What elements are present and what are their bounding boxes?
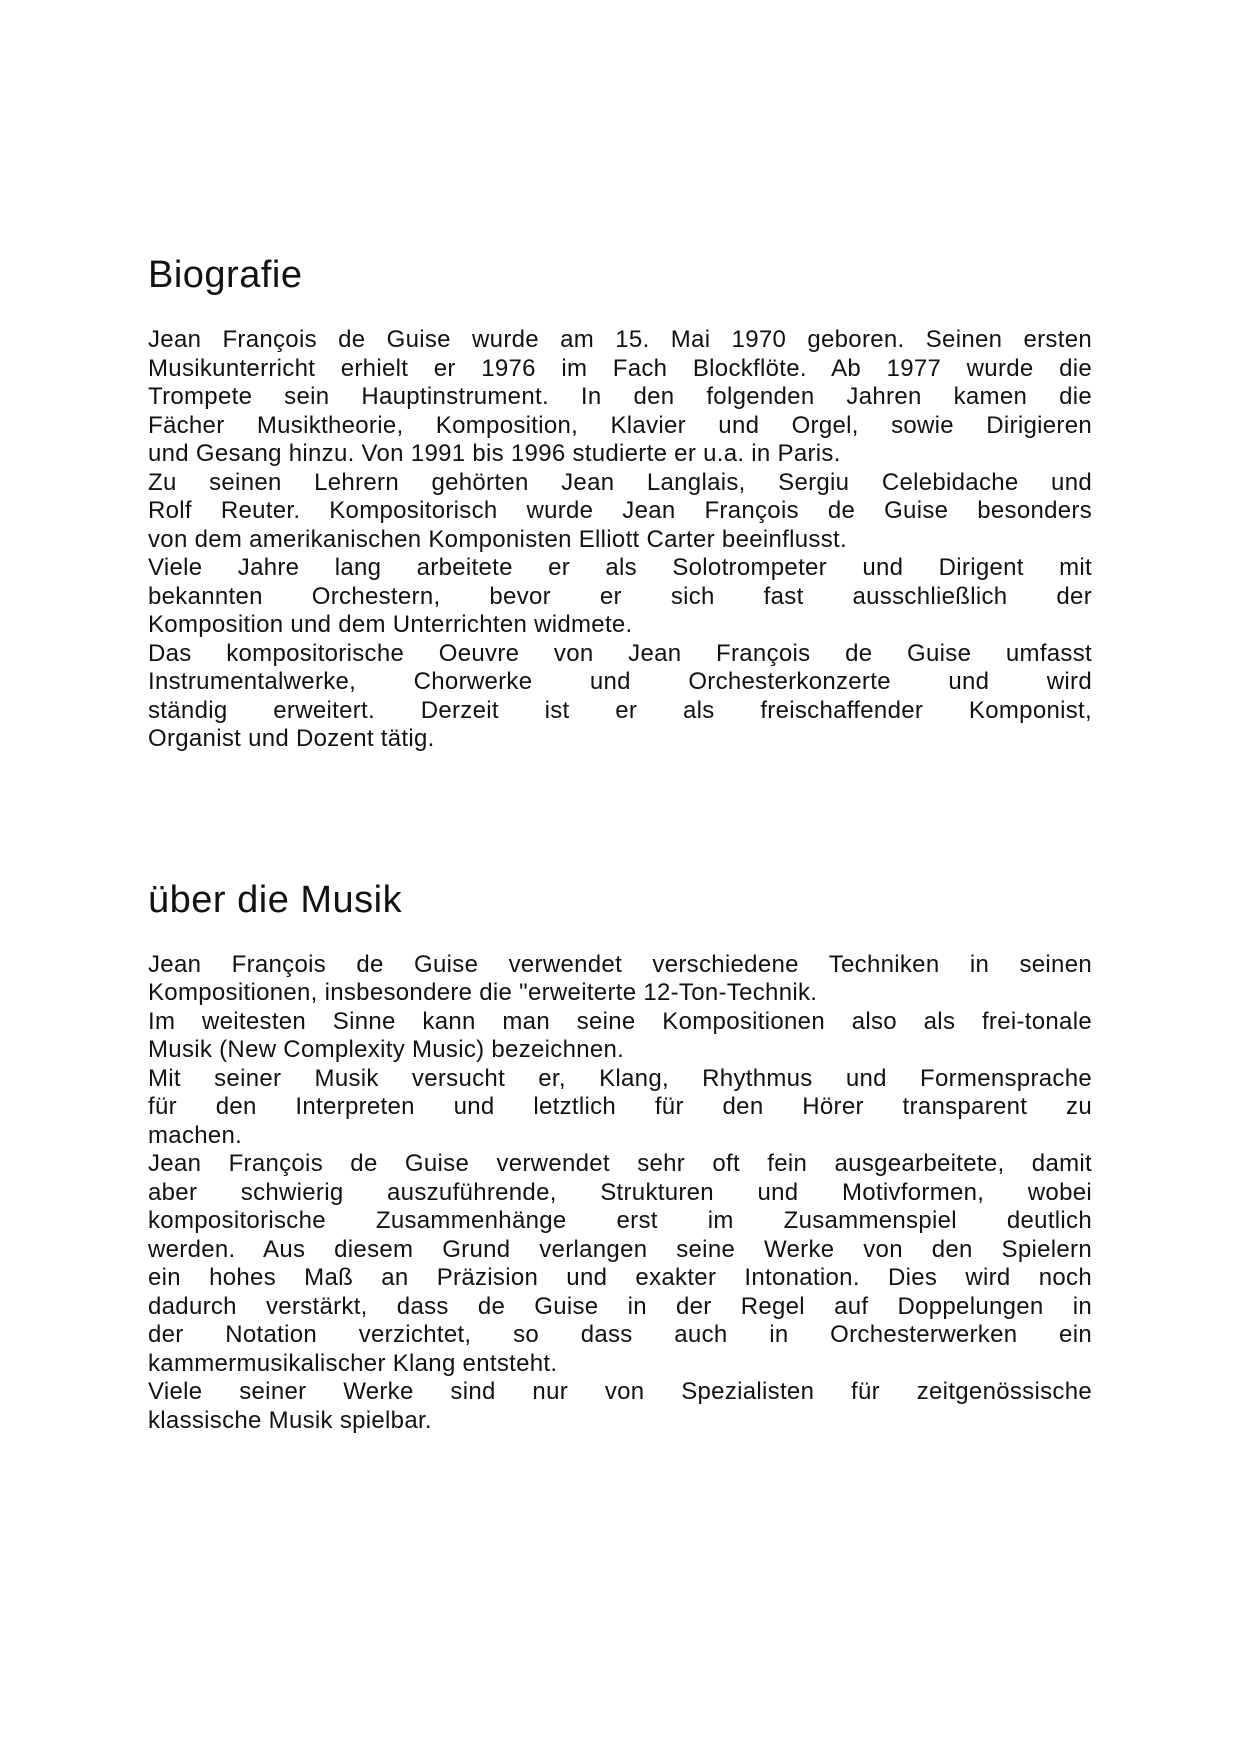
text-line: Trompete sein Hauptinstrument. In den folgenden Jahren kamen die xyxy=(148,383,1092,410)
section-heading-ueber-die-musik: über die Musik xyxy=(148,878,403,921)
text-line: Instrumentalwerke, Chorwerke und Orchesterkonzerte und wird xyxy=(148,668,1092,695)
text-line: kammermusikalischer Klang entsteht. xyxy=(148,1349,558,1377)
text-line: der Notation verzichtet, so dass auch in Orchesterwerken ein xyxy=(148,1321,1092,1348)
text-line: und Gesang hinzu. Von 1991 bis 1996 studierte er u.a. in Paris. xyxy=(148,440,841,467)
section-body-biografie xyxy=(148,326,1092,754)
paragraph xyxy=(148,554,1092,640)
paragraph xyxy=(148,326,1092,469)
section-heading-biografie: Biografie xyxy=(148,254,303,296)
text-line: Jean François de Guise verwendet sehr oft fein ausgearbeitete, damit xyxy=(148,1150,1092,1177)
text-line: Musikunterricht erhielt er 1976 im Fach Blockflöte. Ab 1977 wurde die xyxy=(148,354,1092,382)
text-line: von dem amerikanischen Komponisten Elliott Carter beeinflusst. xyxy=(148,525,847,553)
paragraph xyxy=(148,469,1092,555)
paragraph xyxy=(148,1150,1092,1378)
text-line: Mit seiner Musik versucht er, Klang, Rhythmus und Formensprache xyxy=(148,1064,1092,1092)
paragraph xyxy=(148,640,1092,754)
text-line: Viele seiner Werke sind nur von Spezialisten für zeitgenössische xyxy=(148,1378,1092,1405)
text-line: Fächer Musiktheorie, Komposition, Klavier und Orgel, sowie Dirigieren xyxy=(148,411,1092,439)
text-line: für den Interpreten und letztlich für den Hörer transparent zu xyxy=(148,1093,1092,1120)
text-line: ein hohes Maß an Präzision und exakter Intonation. Dies wird noch xyxy=(148,1264,1092,1291)
text-line: Jean François de Guise wurde am 15. Mai 1970 geboren. Seinen ersten xyxy=(148,326,1092,353)
text-line: Zu seinen Lehrern gehörten Jean Langlais, Sergiu Celebidache und xyxy=(148,468,1092,496)
text-line: Kompositionen, insbesondere die "erweiterte 12-Ton-Technik. xyxy=(148,979,818,1006)
text-line: machen. xyxy=(148,1121,243,1149)
paragraph xyxy=(148,1378,1092,1435)
text-line: Organist und Dozent tätig. xyxy=(148,725,435,752)
text-line: ständig erweitert. Derzeit ist er als freischaffender Komponist, xyxy=(148,696,1092,724)
text-line: bekannten Orchestern, bevor er sich fast ausschließlich der xyxy=(148,582,1092,610)
paragraph xyxy=(148,1008,1092,1065)
text-line: Viele Jahre lang arbeitete er als Solotrompeter und Dirigent mit xyxy=(148,554,1092,581)
text-line: Rolf Reuter. Kompositorisch wurde Jean François de Guise besonders xyxy=(148,497,1092,524)
paragraph xyxy=(148,1065,1092,1151)
text-line: aber schwierig auszuführende, Strukturen und Motivformen, wobei xyxy=(148,1178,1092,1206)
text-line: werden. Aus diesem Grund verlangen seine Werke von den Spielern xyxy=(148,1235,1092,1263)
text-line: Musik (New Complexity Music) bezeichnen. xyxy=(148,1036,625,1063)
text-line: Komposition und dem Unterrichten widmete. xyxy=(148,611,633,638)
paragraph xyxy=(148,951,1092,1008)
text-line: dadurch verstärkt, dass de Guise in der Regel auf Doppelungen in xyxy=(148,1292,1092,1320)
text-line: kompositorische Zusammenhänge erst im Zusammenspiel deutlich xyxy=(148,1207,1092,1234)
section-body-ueber-die-musik xyxy=(148,951,1092,1436)
text-line: Jean François de Guise verwendet verschiedene Techniken in seinen xyxy=(148,950,1092,978)
text-line: Im weitesten Sinne kann man seine Kompositionen also als frei-tonale xyxy=(148,1007,1092,1035)
text-line: Das kompositorische Oeuvre von Jean François de Guise umfasst xyxy=(148,639,1092,667)
text-line: klassische Musik spielbar. xyxy=(148,1406,432,1434)
